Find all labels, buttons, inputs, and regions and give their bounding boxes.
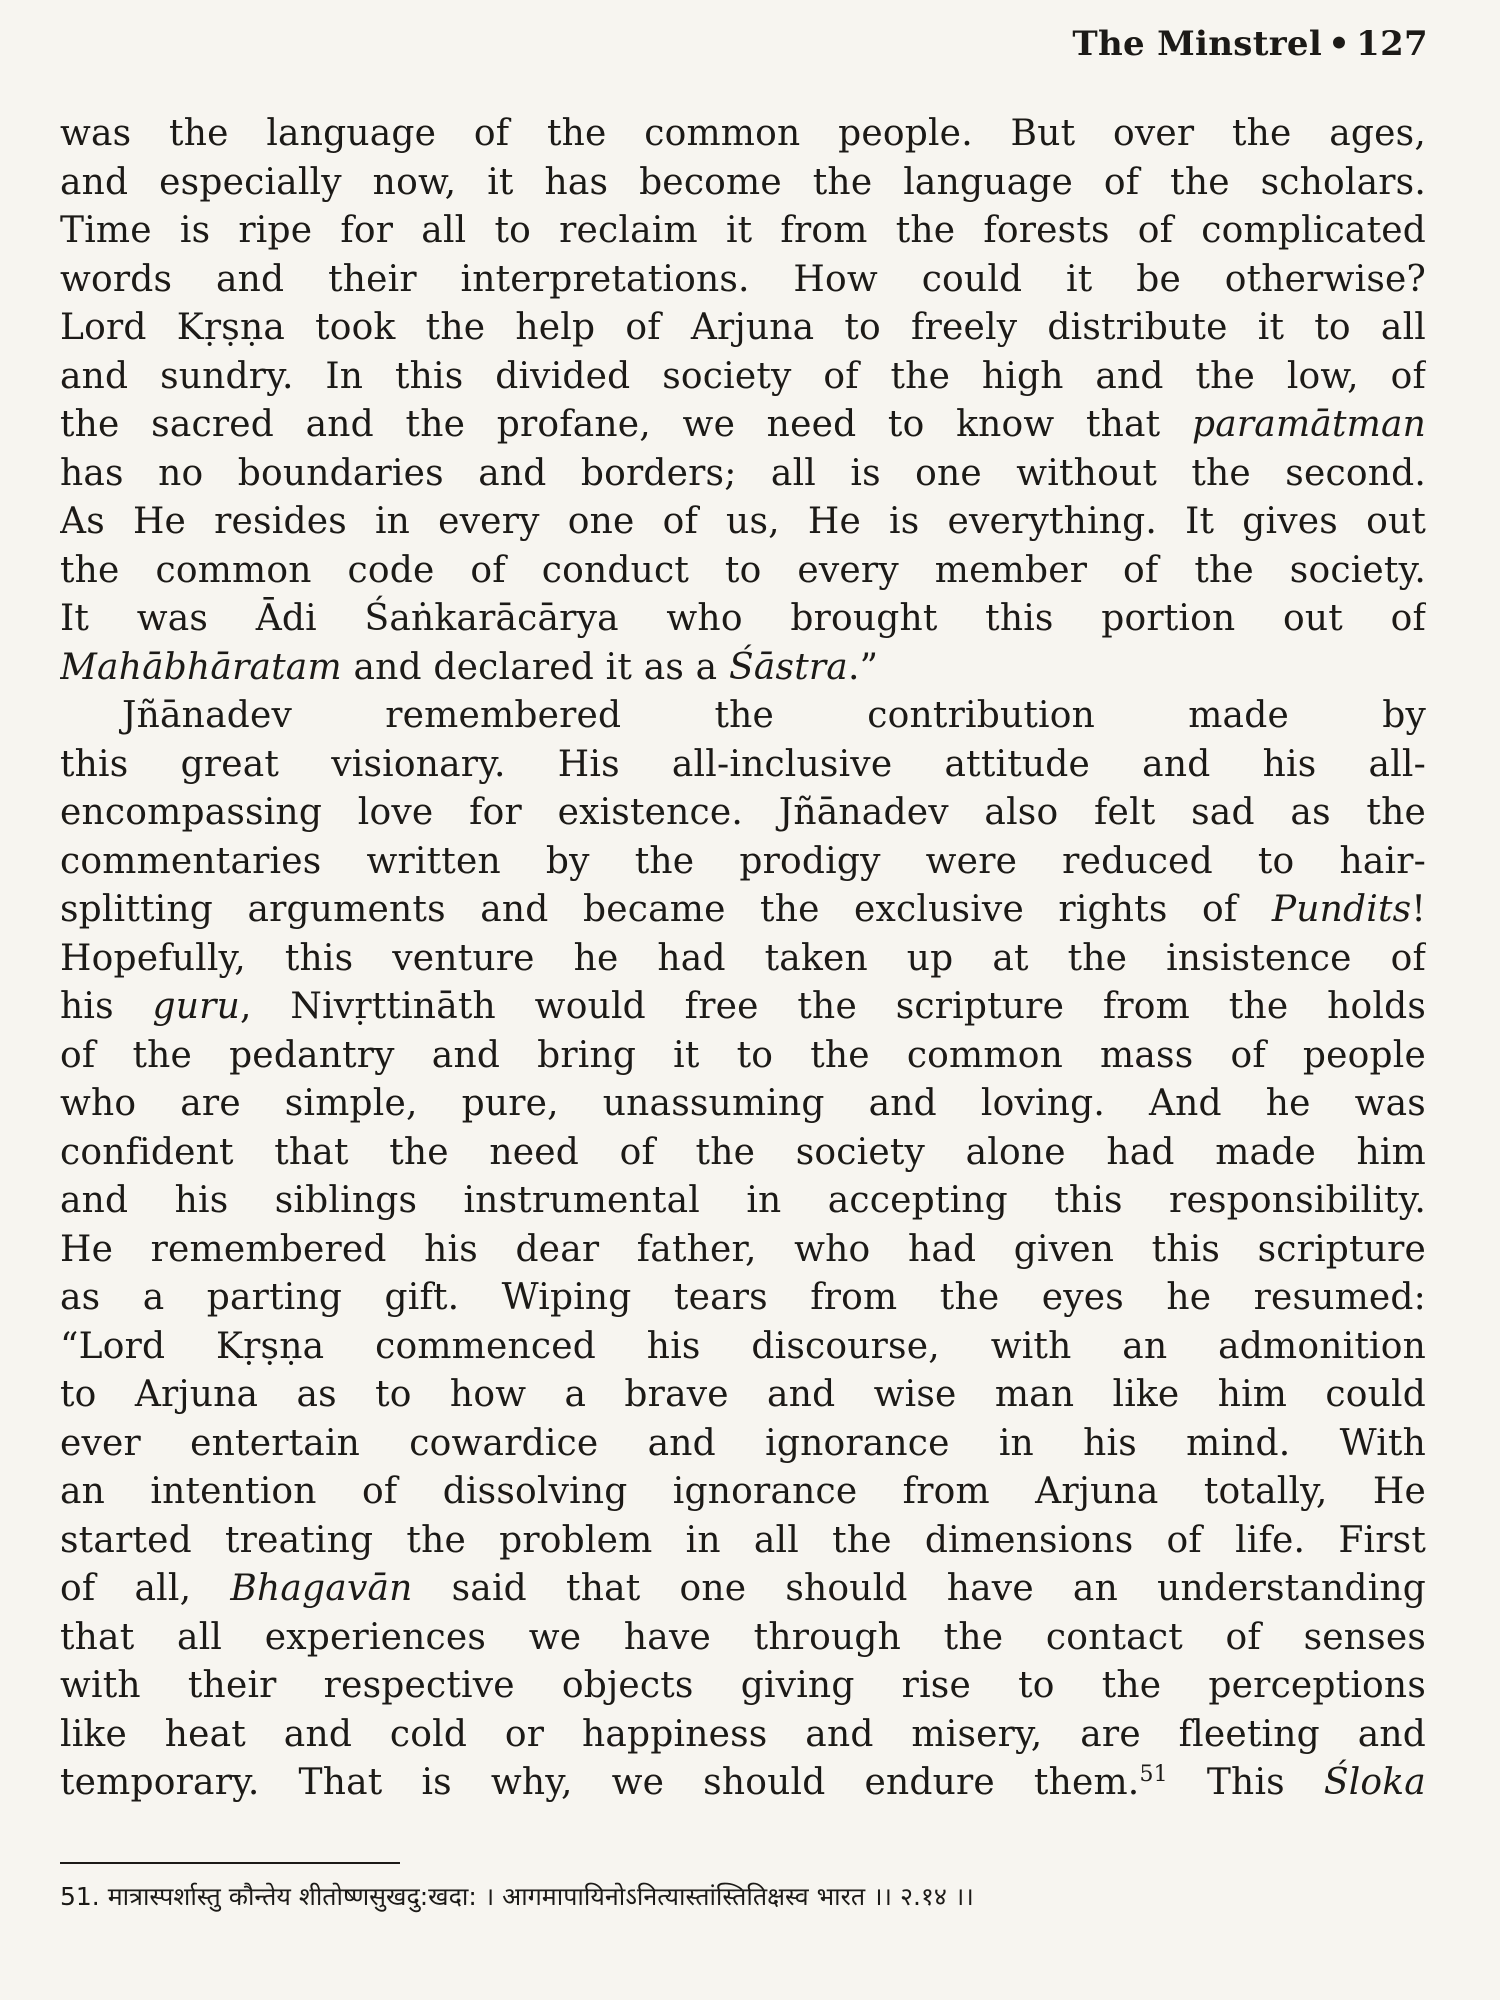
running-header bbox=[1072, 24, 1428, 64]
text-line: started treating the problem in all the dimensions of life. First bbox=[60, 1519, 1426, 1561]
text-line: commentaries written by the prodigy were reduced to hair- bbox=[60, 840, 1426, 882]
text-line: It was Ādi Śaṅkarācārya who brought this portion out of bbox=[60, 598, 1426, 639]
header-separator: • bbox=[1328, 24, 1351, 64]
text-line: encompassing love for existence. Jñānadev also felt sad as the bbox=[60, 792, 1426, 833]
text-line: splitting arguments and became the exclusive rights of Pundits! bbox=[60, 889, 1426, 930]
text-line: “Lord Kṛṣṇa commenced his discourse, with an admonition bbox=[60, 1325, 1426, 1367]
text-line: with their respective objects giving rise to the perceptions bbox=[60, 1665, 1426, 1706]
footnote-marker: 51 bbox=[1139, 1762, 1168, 1787]
footnote-number: 51. bbox=[60, 1882, 100, 1911]
text-line: the common code of conduct to every member of the society. bbox=[60, 549, 1426, 591]
body-text bbox=[60, 110, 1426, 1808]
text-line: this great visionary. His all-inclusive attitude and his all- bbox=[60, 743, 1426, 785]
text-line: an intention of dissolving ignorance from Arjuna totally, He bbox=[60, 1471, 1426, 1512]
text-line: to Arjuna as to how a brave and wise man like him could bbox=[60, 1374, 1426, 1415]
text-line: He remembered his dear father, who had given this scripture bbox=[60, 1228, 1426, 1270]
text-line: Jñānadev remembered the contribution made by bbox=[122, 695, 1426, 736]
italic-term: paramātman bbox=[1191, 404, 1426, 445]
footnote-rule bbox=[60, 1862, 400, 1864]
text-line: Time is ripe for all to reclaim it from the forests of complicated bbox=[60, 210, 1426, 251]
text-line: has no boundaries and borders; all is one without the second. bbox=[60, 452, 1426, 494]
text-line: who are simple, pure, unassuming and loving. And he was bbox=[60, 1083, 1426, 1124]
italic-term: guru bbox=[152, 986, 240, 1027]
italic-term: Śloka bbox=[1323, 1762, 1426, 1803]
text-line: ever entertain cowardice and ignorance in his mind. With bbox=[60, 1422, 1426, 1464]
text-line: the sacred and the profane, we need to know that paramātman bbox=[60, 404, 1426, 445]
text-line: temporary. That is why, we should endure them.$^{51}$ This Śloka bbox=[60, 1762, 1426, 1803]
text-line: Lord Kṛṣṇa took the help of Arjuna to freely distribute it to all bbox=[60, 307, 1426, 348]
text-line: As He resides in every one of us, He is everything. It gives out bbox=[60, 501, 1426, 542]
italic-term: Bhagavān bbox=[230, 1568, 413, 1609]
text-line: and sundry. In this divided society of the high and the low, of bbox=[60, 355, 1426, 397]
page-number: 127 bbox=[1356, 24, 1428, 64]
text-line: was the language of the common people. But over the ages, bbox=[60, 113, 1426, 154]
text-line: Mahābhāratam and declared it as a Śāstra.” bbox=[60, 646, 879, 688]
italic-term: Pundits bbox=[1271, 889, 1412, 930]
text-line: of the pedantry and bring it to the common mass of people bbox=[60, 1034, 1426, 1076]
italic-term: Śāstra bbox=[729, 646, 848, 688]
text-line: words and their interpretations. How could it be otherwise? bbox=[60, 258, 1426, 300]
footnote bbox=[60, 1878, 1426, 1916]
text-line: of all, Bhagavān said that one should have an understanding bbox=[60, 1568, 1426, 1609]
footnote-text: मात्रास्पर्शास्तु कौन्तेय शीतोष्णसुखदु:खदा: । आगमापायिनोऽनित्यास्तांस्तितिक्षस्व भारत ।। २.१४ ।। bbox=[107, 1882, 974, 1911]
text-line: as a parting gift. Wiping tears from the eyes he resumed: bbox=[60, 1277, 1426, 1318]
text-line: that all experiences we have through the contact of senses bbox=[60, 1616, 1426, 1658]
text-line: like heat and cold or happiness and misery, are fleeting and bbox=[60, 1713, 1426, 1755]
chapter-title: The Minstrel bbox=[1072, 24, 1323, 64]
text-line: confident that the need of the society alone had made him bbox=[60, 1131, 1426, 1173]
text-line: and especially now, it has become the language of the scholars. bbox=[60, 161, 1426, 203]
italic-term: Mahābhāratam bbox=[60, 646, 342, 688]
text-line: and his siblings instrumental in accepting this responsibility. bbox=[60, 1180, 1426, 1221]
text-line: his guru, Nivṛttināth would free the scripture from the holds bbox=[60, 986, 1426, 1027]
text-line: Hopefully, this venture he had taken up at the insistence of bbox=[60, 937, 1426, 979]
